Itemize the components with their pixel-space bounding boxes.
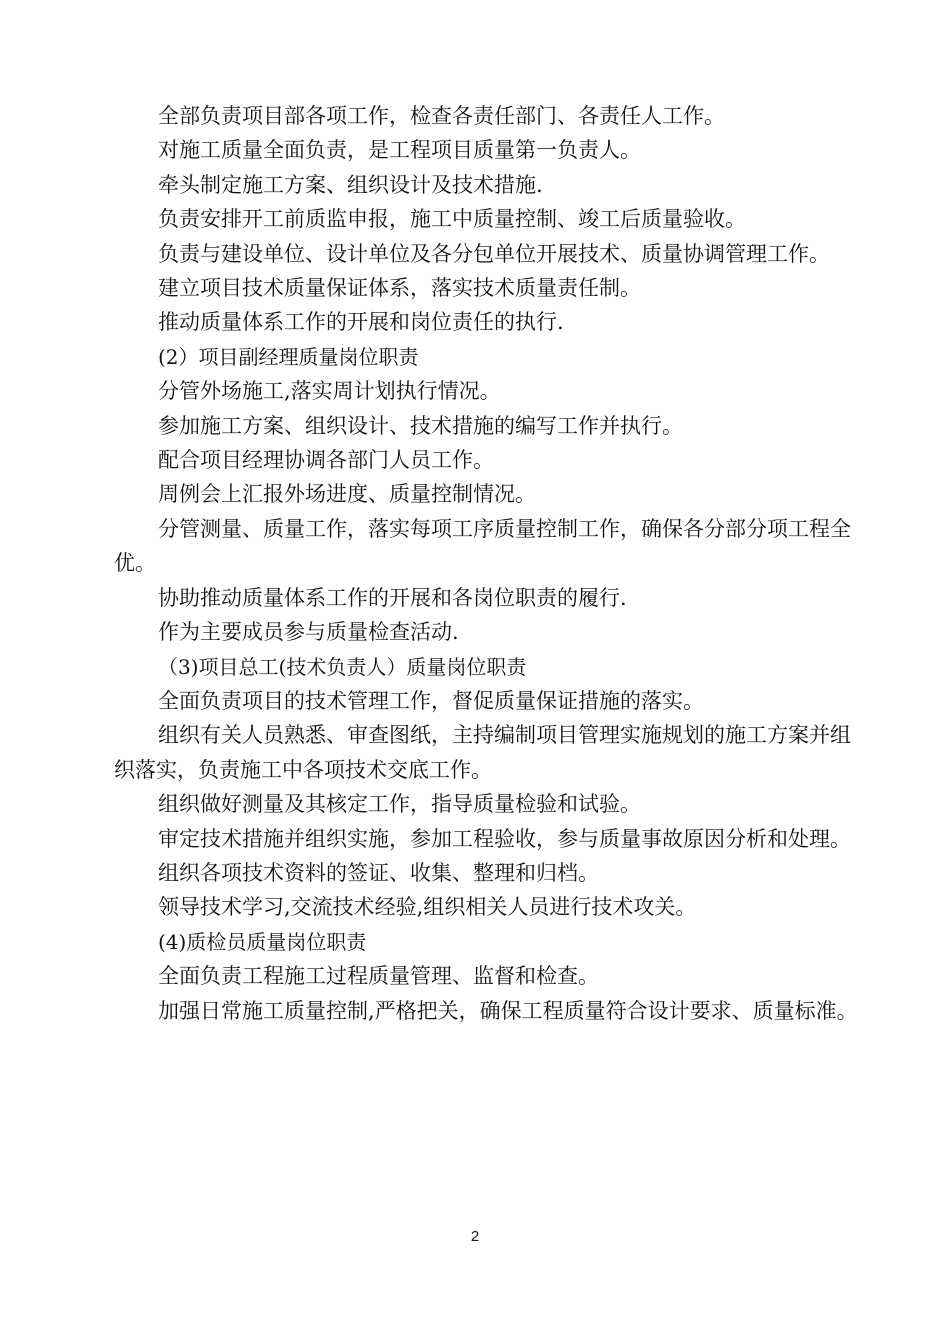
- paragraph: 组织各项技术资料的签证、收集、整理和归档。: [158, 860, 599, 885]
- paragraph: 领导技术学习,交流技术经验,组织相关人员进行技术攻关。: [158, 895, 697, 920]
- paragraph: 加强日常施工质量控制,严格把关，确保工程质量符合设计要求、质量标准。: [158, 998, 858, 1023]
- paragraph: 对施工质量全面负责，是工程项目质量第一负责人。: [158, 138, 641, 163]
- paragraph: 全面负责项目的技术管理工作，督促质量保证措施的落实。: [158, 688, 704, 713]
- paragraph: 分管测量、质量工作，落实每项工序质量控制工作，确保各分部分项工程全优。: [114, 516, 851, 576]
- paragraph: 参加施工方案、组织设计、技术措施的编写工作并执行。: [158, 413, 683, 438]
- paragraph: 负责与建设单位、设计单位及各分包单位开展技术、质量协调管理工作。: [158, 241, 830, 266]
- paragraph: 组织做好测量及其核定工作，指导质量检验和试验。: [158, 792, 641, 817]
- paragraph: 全部负责项目部各项工作，检查各责任部门、各责任人工作。: [158, 104, 725, 128]
- page-number: 2: [470, 1228, 480, 1245]
- paragraph: 周例会上汇报外场进度、质量控制情况。: [158, 482, 536, 507]
- section-heading: (2）项目副经理质量岗位职责: [158, 344, 419, 369]
- paragraph: 组织有关人员熟悉、审查图纸，主持编制项目管理实施规划的施工方案并组织落实，负责施工中各项技术交底工作。: [114, 723, 851, 782]
- paragraph: 牵头制定施工方案、组织设计及技术措施.: [158, 172, 543, 197]
- paragraph: 分管外场施工,落实周计划执行情况。: [158, 379, 501, 404]
- paragraph: 配合项目经理协调各部门人员工作。: [158, 448, 494, 473]
- section-heading: (4)质检员质量岗位职责: [158, 929, 367, 954]
- paragraph: 建立项目技术质量保证体系，落实技术质量责任制。: [158, 276, 641, 301]
- body-text: [114, 99, 866, 1028]
- paragraph: 作为主要成员参与质量检查活动.: [158, 620, 459, 645]
- paragraph: 负责安排开工前质监申报，施工中质量控制、竣工后质量验收。: [158, 207, 746, 232]
- paragraph: 全面负责工程施工过程质量管理、监督和检查。: [158, 964, 599, 989]
- paragraph: 协助推动质量体系工作的开展和各岗位职责的履行.: [158, 585, 627, 610]
- paragraph: 推动质量体系工作的开展和岗位责任的执行.: [158, 310, 564, 335]
- section-heading: （3)项目总工(技术负责人）质量岗位职责: [158, 654, 527, 679]
- paragraph: 审定技术措施并组织实施，参加工程验收，参与质量事故原因分析和处理。: [158, 826, 851, 851]
